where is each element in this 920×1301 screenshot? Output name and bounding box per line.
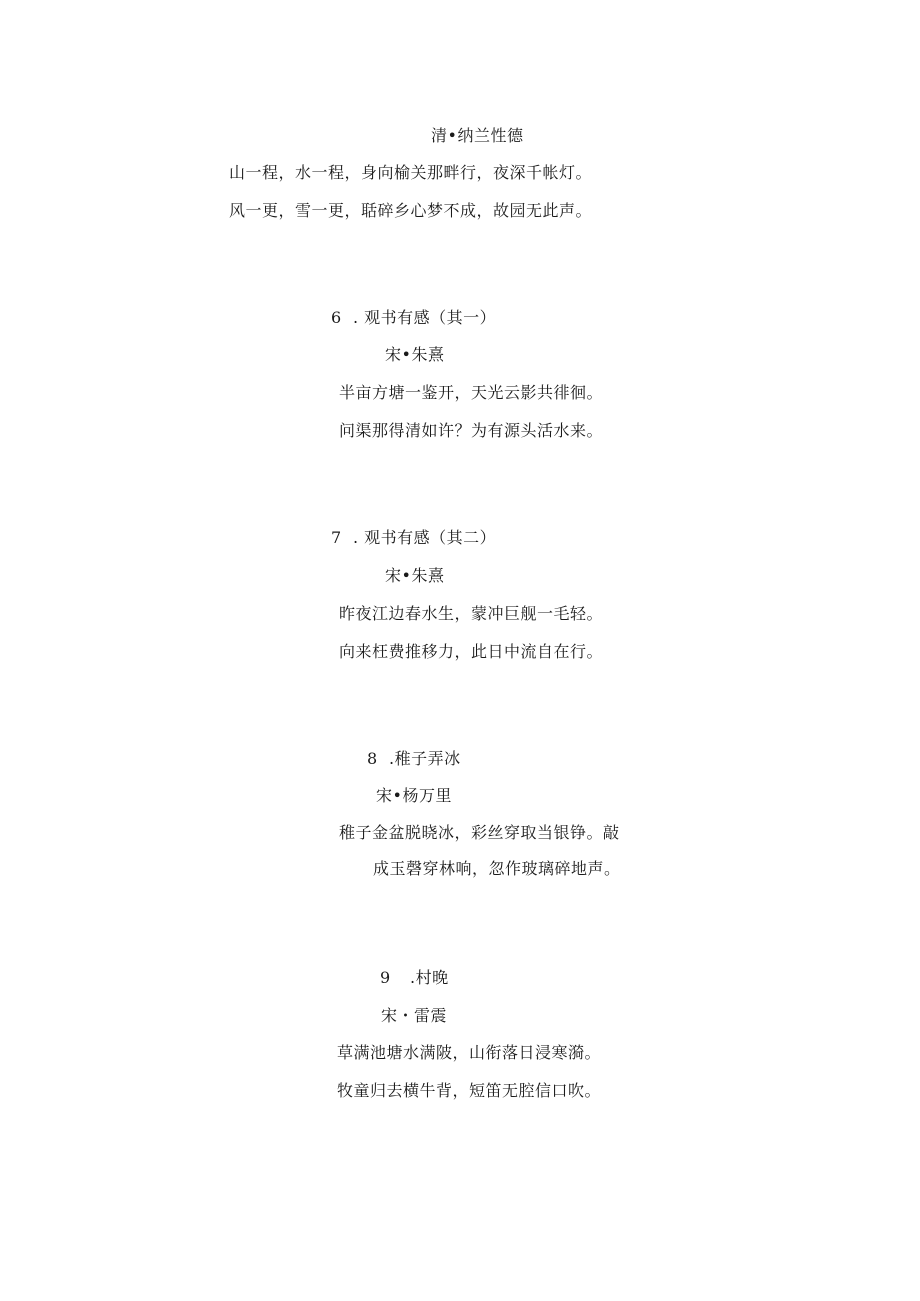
poem7-heading [331, 528, 496, 548]
poem6-author: 宋•朱熹 [385, 345, 445, 364]
poem6-number: 6 [331, 308, 342, 327]
poem8-heading [367, 749, 461, 769]
poem7-line-1: 昨夜江边春水生，蒙冲巨舰一毛轻。 [339, 604, 604, 623]
poem8-number: 8 [367, 749, 378, 768]
poem6-title: . 观书有感（其一） [353, 308, 497, 327]
poem5-author: 清•纳兰性德 [431, 126, 524, 145]
poem7-number: 7 [331, 528, 342, 547]
poem9-number: 9 [380, 968, 391, 987]
poem6-heading [331, 308, 496, 328]
poem8-title: .稚子弄冰 [389, 749, 461, 768]
poem7-author: 宋•朱熹 [385, 566, 445, 585]
poem8-author: 宋•杨万里 [376, 786, 452, 805]
poem9-line-2: 牧童归去横牛背，短笛无腔信口吹。 [337, 1081, 602, 1100]
poem9-line-1: 草满池塘水满陂，山衔落日浸寒漪。 [337, 1043, 602, 1062]
poem5-line-2: 风一更，雪一更，聒碎乡心梦不成，故园无此声。 [229, 201, 593, 220]
poem9-author: 宋・雷震 [381, 1006, 448, 1025]
poem7-line-2: 向来枉费推移力，此日中流自在行。 [339, 642, 604, 661]
poem6-line-2: 问渠那得清如许？为有源头活水来。 [339, 421, 604, 440]
poem8-line-2: 成玉磬穿林响，忽作玻璃碎地声。 [373, 859, 621, 878]
poem6-line-1: 半亩方塘一鉴开，天光云影共徘徊。 [339, 383, 604, 402]
poem7-title: . 观书有感（其二） [353, 528, 497, 547]
poem9-title: .村晚 [410, 968, 449, 987]
poem9-heading [380, 968, 449, 988]
poem5-line-1: 山一程，水一程，身向榆关那畔行，夜深千帐灯。 [229, 163, 593, 182]
poem8-line-1: 稚子金盆脱晓冰，彩丝穿取当银铮。敲 [339, 823, 620, 842]
